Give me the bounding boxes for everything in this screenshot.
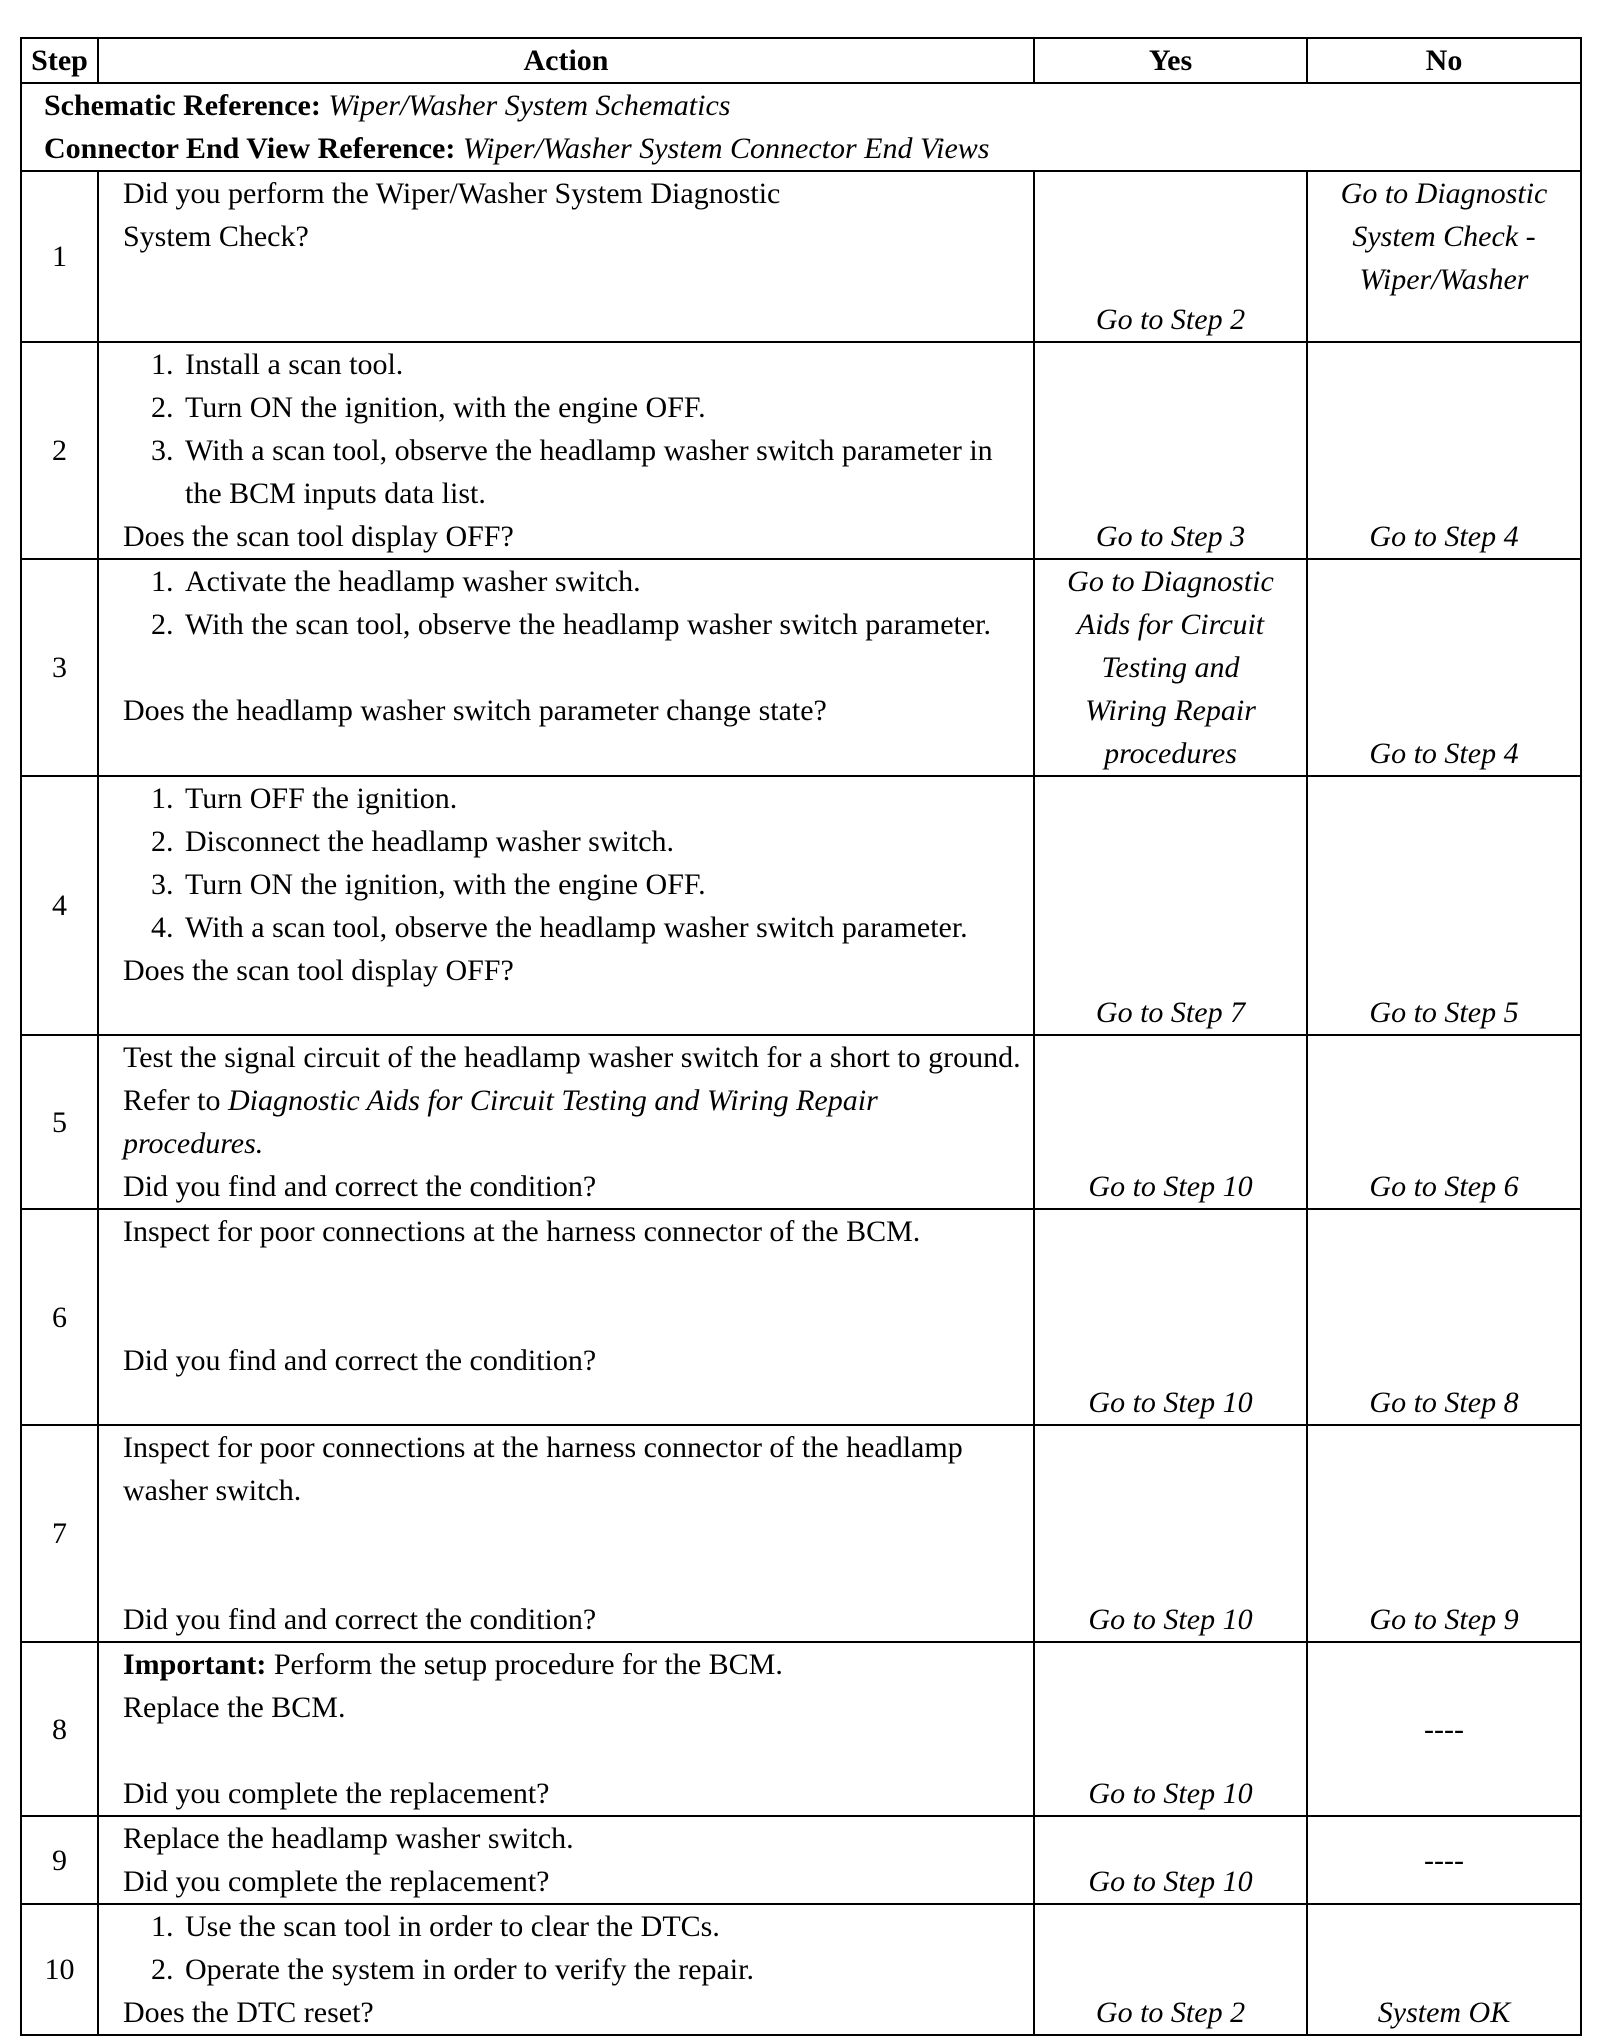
step-action: [98, 171, 1034, 342]
action-list: [123, 560, 1023, 646]
table-row: [21, 171, 1581, 342]
yes-link[interactable]: [1035, 560, 1306, 775]
yes-cell: [1034, 1904, 1307, 2035]
action-list: [123, 343, 1023, 515]
yes-link[interactable]: Go to Step 2: [1095, 1996, 1246, 2029]
table-row: [21, 1904, 1581, 2035]
step-text: Inspect for poor connections at the harness connector of the BCM.: [123, 1215, 921, 1248]
yes-link[interactable]: Go to Step 7: [1095, 996, 1246, 1029]
yes-link[interactable]: Go to Step 10: [1088, 1170, 1253, 1203]
no-cell: [1307, 776, 1581, 1035]
yes-cell: [1034, 1642, 1307, 1816]
step-number: 5: [21, 1035, 98, 1209]
yes-cell: [1034, 342, 1307, 559]
header-yes: Yes: [1034, 38, 1307, 83]
schematic-reference-label: Schematic Reference:: [44, 89, 321, 122]
yes-line: Aids for Circuit: [1076, 608, 1265, 641]
table-row: [21, 1816, 1581, 1904]
important-note: [123, 1643, 1023, 1686]
yes-cell: [1034, 1425, 1307, 1642]
step-action: [98, 1209, 1034, 1425]
list-item: 1. Install a scan tool.: [181, 343, 1023, 386]
no-link[interactable]: Go to Step 5: [1369, 996, 1519, 1029]
yes-line: Wiring Repair: [1085, 694, 1256, 727]
yes-cell: [1034, 171, 1307, 342]
step-text-plain: Test the signal circuit of the headlamp washer switch for a short to ground. Refer to: [123, 1041, 1021, 1117]
no-cell: ----: [1307, 1642, 1581, 1816]
list-item: 2. Turn ON the ignition, with the engine OFF.: [181, 386, 1023, 429]
yes-cell: [1034, 776, 1307, 1035]
step-number: 3: [21, 559, 98, 776]
no-link[interactable]: Go to Step 6: [1369, 1170, 1519, 1203]
step-question: Does the headlamp washer switch parameter change state?: [123, 694, 827, 727]
step-question: Did you find and correct the condition?: [123, 1344, 597, 1377]
yes-line: Go to Diagnostic: [1067, 565, 1274, 598]
step-action: [98, 1425, 1034, 1642]
yes-cell: [1034, 1209, 1307, 1425]
step-text: [123, 1036, 1023, 1165]
yes-cell: [1034, 1816, 1307, 1904]
no-cell: [1307, 1035, 1581, 1209]
step-action: [98, 1642, 1034, 1816]
action-list: [123, 1905, 1023, 1991]
step-action: [98, 1904, 1034, 2035]
step-text: Replace the headlamp washer switch.: [123, 1822, 574, 1855]
step-question: Does the DTC reset?: [123, 1996, 374, 2029]
connector-reference: [44, 127, 1580, 170]
no-link[interactable]: System OK: [1377, 1996, 1511, 2029]
table-row: [21, 342, 1581, 559]
step-question: Does the scan tool display OFF?: [123, 954, 514, 987]
step-text: Inspect for poor connections at the harness connector of the headlamp washer switch.: [123, 1431, 963, 1507]
no-cell: [1307, 171, 1581, 342]
no-cell: ----: [1307, 1816, 1581, 1904]
yes-link[interactable]: Go to Step 10: [1088, 1865, 1253, 1898]
no-link[interactable]: Go to Step 4: [1369, 520, 1519, 553]
action-line: System Check?: [123, 220, 309, 253]
step-question: Did you find and correct the condition?: [123, 1603, 597, 1636]
reference-cell: [21, 83, 1581, 171]
yes-link[interactable]: Go to Step 10: [1088, 1603, 1253, 1636]
table-row: [21, 559, 1581, 776]
table-row: [21, 1425, 1581, 1642]
step-number: 8: [21, 1642, 98, 1816]
step-question: Did you complete the replacement?: [123, 1777, 550, 1810]
yes-link[interactable]: Go to Step 3: [1095, 520, 1246, 553]
reference-row: [21, 83, 1581, 171]
action-line: Did you perform the Wiper/Washer System Diagnostic: [123, 177, 781, 210]
no-link[interactable]: Go to Step 4: [1369, 737, 1519, 770]
list-item: 4. With a scan tool, observe the headlamp washer switch parameter.: [181, 906, 1023, 949]
list-item: 3. With a scan tool, observe the headlamp washer switch parameter in the BCM inputs data list.: [181, 429, 1023, 515]
diagnostic-aids-link[interactable]: Diagnostic Aids for Circuit Testing and Wiring Repair procedures.: [123, 1084, 878, 1160]
list-item: 1. Activate the headlamp washer switch.: [181, 560, 1023, 603]
list-item: 2. Operate the system in order to verify the repair.: [181, 1948, 1023, 1991]
step-question: Did you find and correct the condition?: [123, 1170, 597, 1203]
no-cell: [1307, 342, 1581, 559]
no-cell: [1307, 1904, 1581, 2035]
list-item: 2. Disconnect the headlamp washer switch.: [181, 820, 1023, 863]
step-action: [98, 342, 1034, 559]
no-link[interactable]: [1308, 172, 1580, 301]
list-item: 1. Turn OFF the ignition.: [181, 777, 1023, 820]
step-question: Did you complete the replacement?: [123, 1865, 550, 1898]
no-link[interactable]: Go to Step 8: [1369, 1386, 1519, 1419]
no-cell: [1307, 1425, 1581, 1642]
step-number: 7: [21, 1425, 98, 1642]
action-list: [123, 777, 1023, 949]
step-question: Does the scan tool display OFF?: [123, 520, 514, 553]
no-cell: [1307, 1209, 1581, 1425]
connector-reference-link[interactable]: Wiper/Washer System Connector End Views: [462, 132, 990, 165]
step-text: Replace the BCM.: [123, 1691, 346, 1724]
list-item: 3. Turn ON the ignition, with the engine OFF.: [181, 863, 1023, 906]
table-row: [21, 776, 1581, 1035]
step-number: 1: [21, 171, 98, 342]
no-cell: [1307, 559, 1581, 776]
header-row: [21, 38, 1581, 83]
step-number: 4: [21, 776, 98, 1035]
yes-link[interactable]: Go to Step 10: [1088, 1777, 1253, 1810]
header-no: No: [1307, 38, 1581, 83]
yes-link[interactable]: Go to Step 2: [1095, 303, 1246, 336]
list-item: 1. Use the scan tool in order to clear the DTCs.: [181, 1905, 1023, 1948]
step-action: [98, 1816, 1034, 1904]
no-line: System Check -: [1352, 220, 1536, 253]
table-row: [21, 1642, 1581, 1816]
step-number: 9: [21, 1816, 98, 1904]
yes-link[interactable]: Go to Step 10: [1088, 1386, 1253, 1419]
table-row: [21, 1209, 1581, 1425]
schematic-reference: [44, 84, 1580, 127]
step-number: 10: [21, 1904, 98, 2035]
connector-reference-label: Connector End View Reference:: [44, 132, 456, 165]
important-text: Perform the setup procedure for the BCM.: [273, 1648, 783, 1681]
step-number: 2: [21, 342, 98, 559]
no-line: Go to Diagnostic: [1340, 177, 1548, 210]
step-action: [98, 559, 1034, 776]
yes-cell: [1034, 559, 1307, 776]
yes-line: procedures: [1104, 737, 1237, 770]
no-link[interactable]: Go to Step 9: [1369, 1603, 1519, 1636]
table-row: [21, 1035, 1581, 1209]
important-label: Important:: [123, 1648, 267, 1681]
list-item: 2. With the scan tool, observe the headlamp washer switch parameter.: [181, 603, 1023, 646]
step-number: 6: [21, 1209, 98, 1425]
header-step: Step: [21, 38, 98, 83]
no-line: Wiper/Washer: [1359, 263, 1529, 296]
yes-cell: [1034, 1035, 1307, 1209]
yes-line: Testing and: [1101, 651, 1240, 684]
schematic-reference-link[interactable]: Wiper/Washer System Schematics: [328, 89, 731, 122]
step-action: [98, 1035, 1034, 1209]
header-action: Action: [98, 38, 1034, 83]
diagnostic-table: [20, 37, 1582, 2036]
step-action: [98, 776, 1034, 1035]
